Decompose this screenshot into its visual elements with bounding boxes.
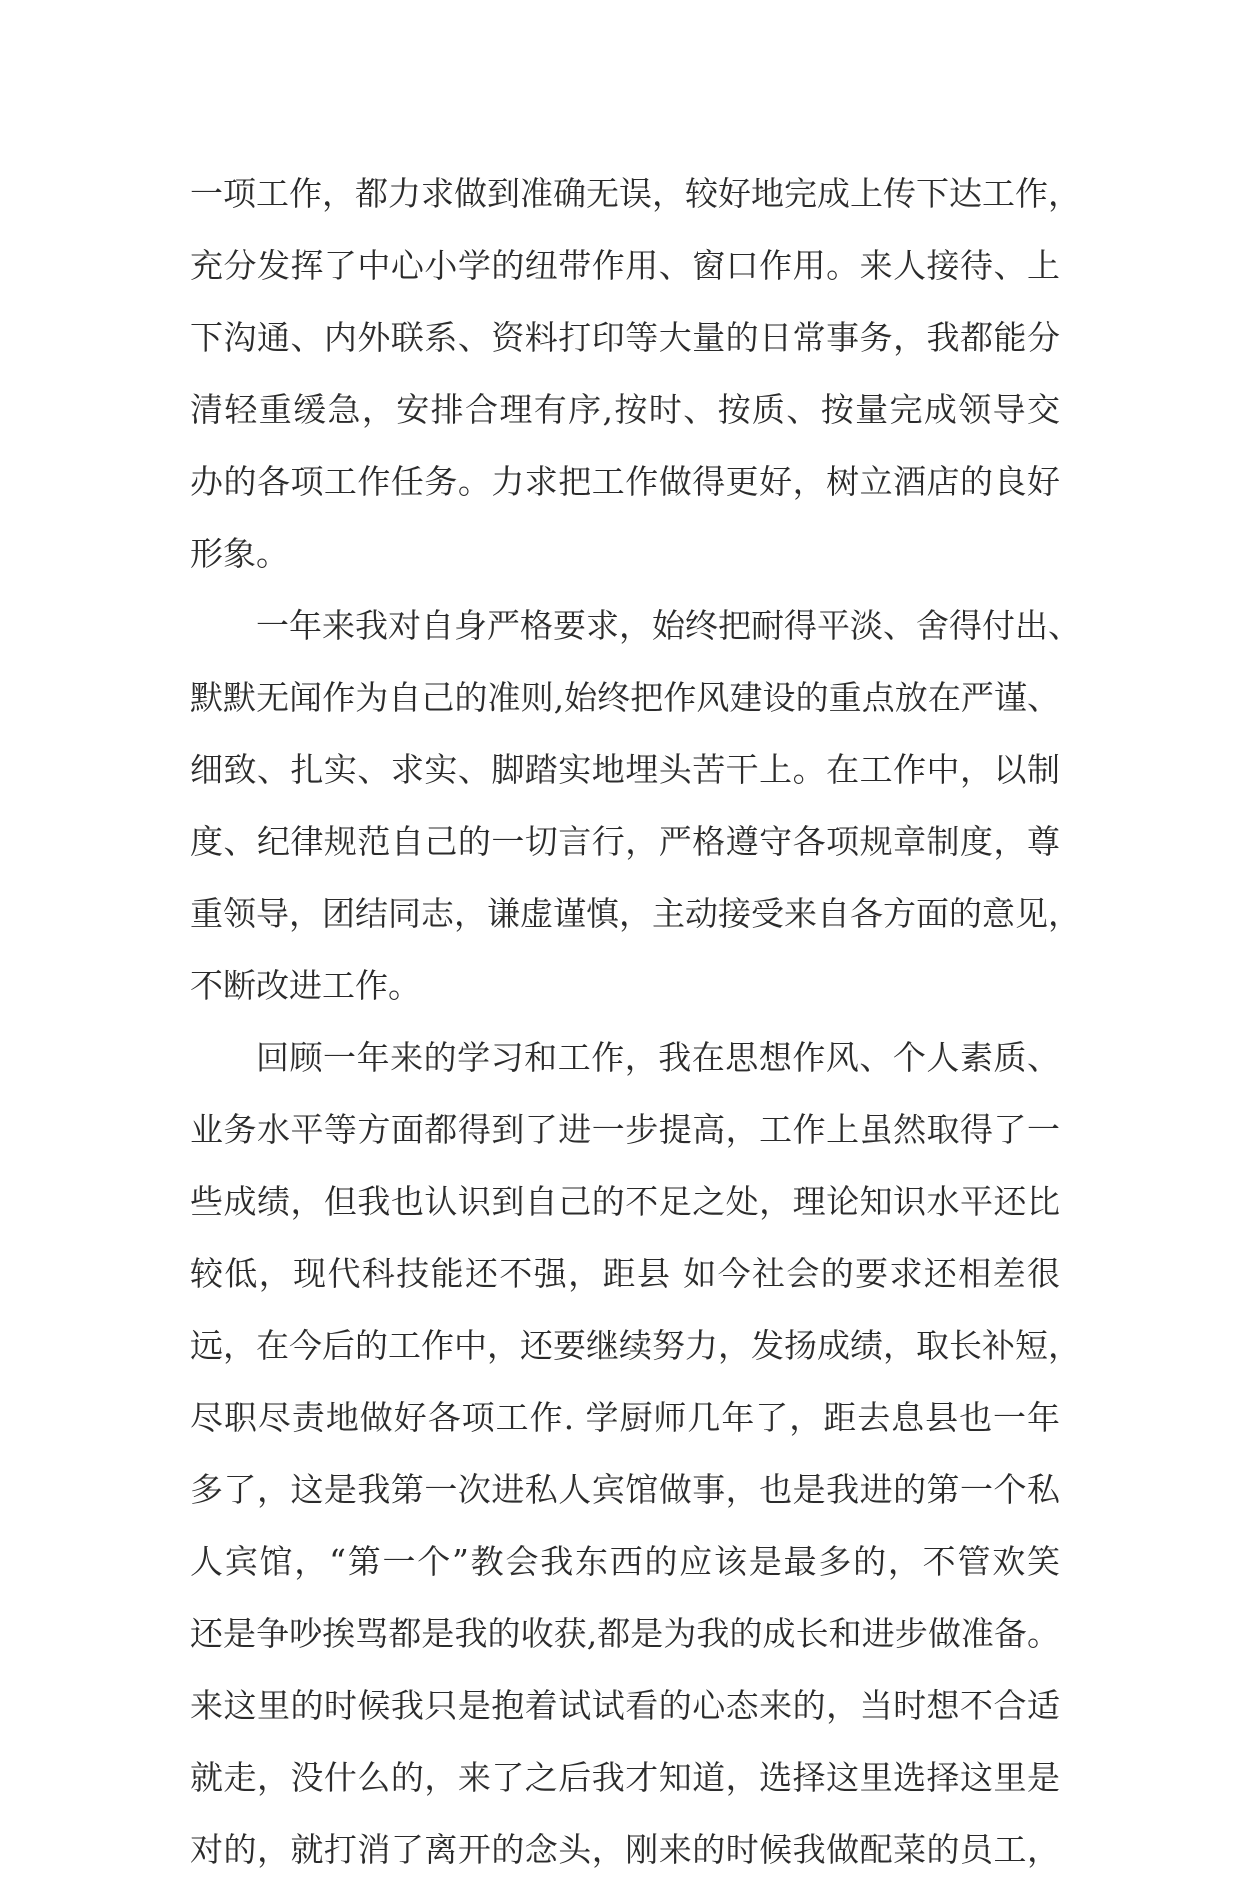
text-line: 办的各项工作任务。力求把工作做得更好，树立酒店的良好 [190, 462, 1060, 501]
text-line: 充分发挥了中心小学的纽带作用、窗口作用。来人接待、上 [190, 246, 1060, 285]
text-line: 度、纪律规范自己的一切言行，严格遵守各项规章制度，尊 [190, 822, 1060, 861]
text-line: 下沟通、内外联系、资料打印等大量的日常事务，我都能分 [190, 318, 1060, 357]
paragraph-first-line: 一年来我对自身严格要求，始终把耐得平淡、舍得付出、 [256, 606, 1081, 645]
text-line: 对的，就打消了离开的念头，刚来的时候我做配菜的员工， [190, 1830, 1060, 1869]
text-line: 多了，这是我第一次进私人宾馆做事，也是我进的第一个私 [190, 1470, 1060, 1509]
text-line: 尽职尽责地做好各项工作. 学厨师几年了，距去息县也一年 [190, 1398, 1060, 1437]
text-line: 远，在今后的工作中，还要继续努力，发扬成绩，取长补短， [190, 1326, 1081, 1365]
text-line: 清轻重缓急，安排合理有序,按时、按质、按量完成领导交 [190, 390, 1060, 429]
text-line: 形象。 [190, 534, 289, 573]
text-line: 细致、扎实、求实、脚踏实地埋头苦干上。在工作中，以制 [190, 750, 1060, 789]
text-line: 业务水平等方面都得到了进一步提高，工作上虽然取得了一 [190, 1110, 1060, 1149]
text-line: 重领导，团结同志，谦虚谨慎，主动接受来自各方面的意见， [190, 894, 1081, 933]
text-line: 较低，现代科技能还不强，距县 如今社会的要求还相差很 [190, 1254, 1060, 1293]
text-line: 来这里的时候我只是抱着试试看的心态来的，当时想不合适 [190, 1686, 1060, 1725]
text-line: 默默无闻作为自己的准则,始终把作风建设的重点放在严谨、 [190, 678, 1060, 717]
body-text [190, 158, 1081, 1886]
text-line: 些成绩，但我也认识到自己的不足之处，理论知识水平还比 [190, 1182, 1060, 1221]
text-line: 还是争吵挨骂都是我的收获,都是为我的成长和进步做准备。 [190, 1614, 1060, 1653]
text-line: 一项工作，都力求做到准确无误，较好地完成上传下达工作， [190, 174, 1081, 213]
text-line: 人宾馆，“第一个”教会我东西的应该是最多的，不管欢笑 [190, 1542, 1060, 1581]
paragraph-first-line: 回顾一年来的学习和工作，我在思想作风、个人素质、 [256, 1038, 1060, 1077]
text-line: 不断改进工作。 [190, 966, 421, 1005]
text-line: 就走，没什么的，来了之后我才知道，选择这里选择这里是 [190, 1758, 1060, 1797]
